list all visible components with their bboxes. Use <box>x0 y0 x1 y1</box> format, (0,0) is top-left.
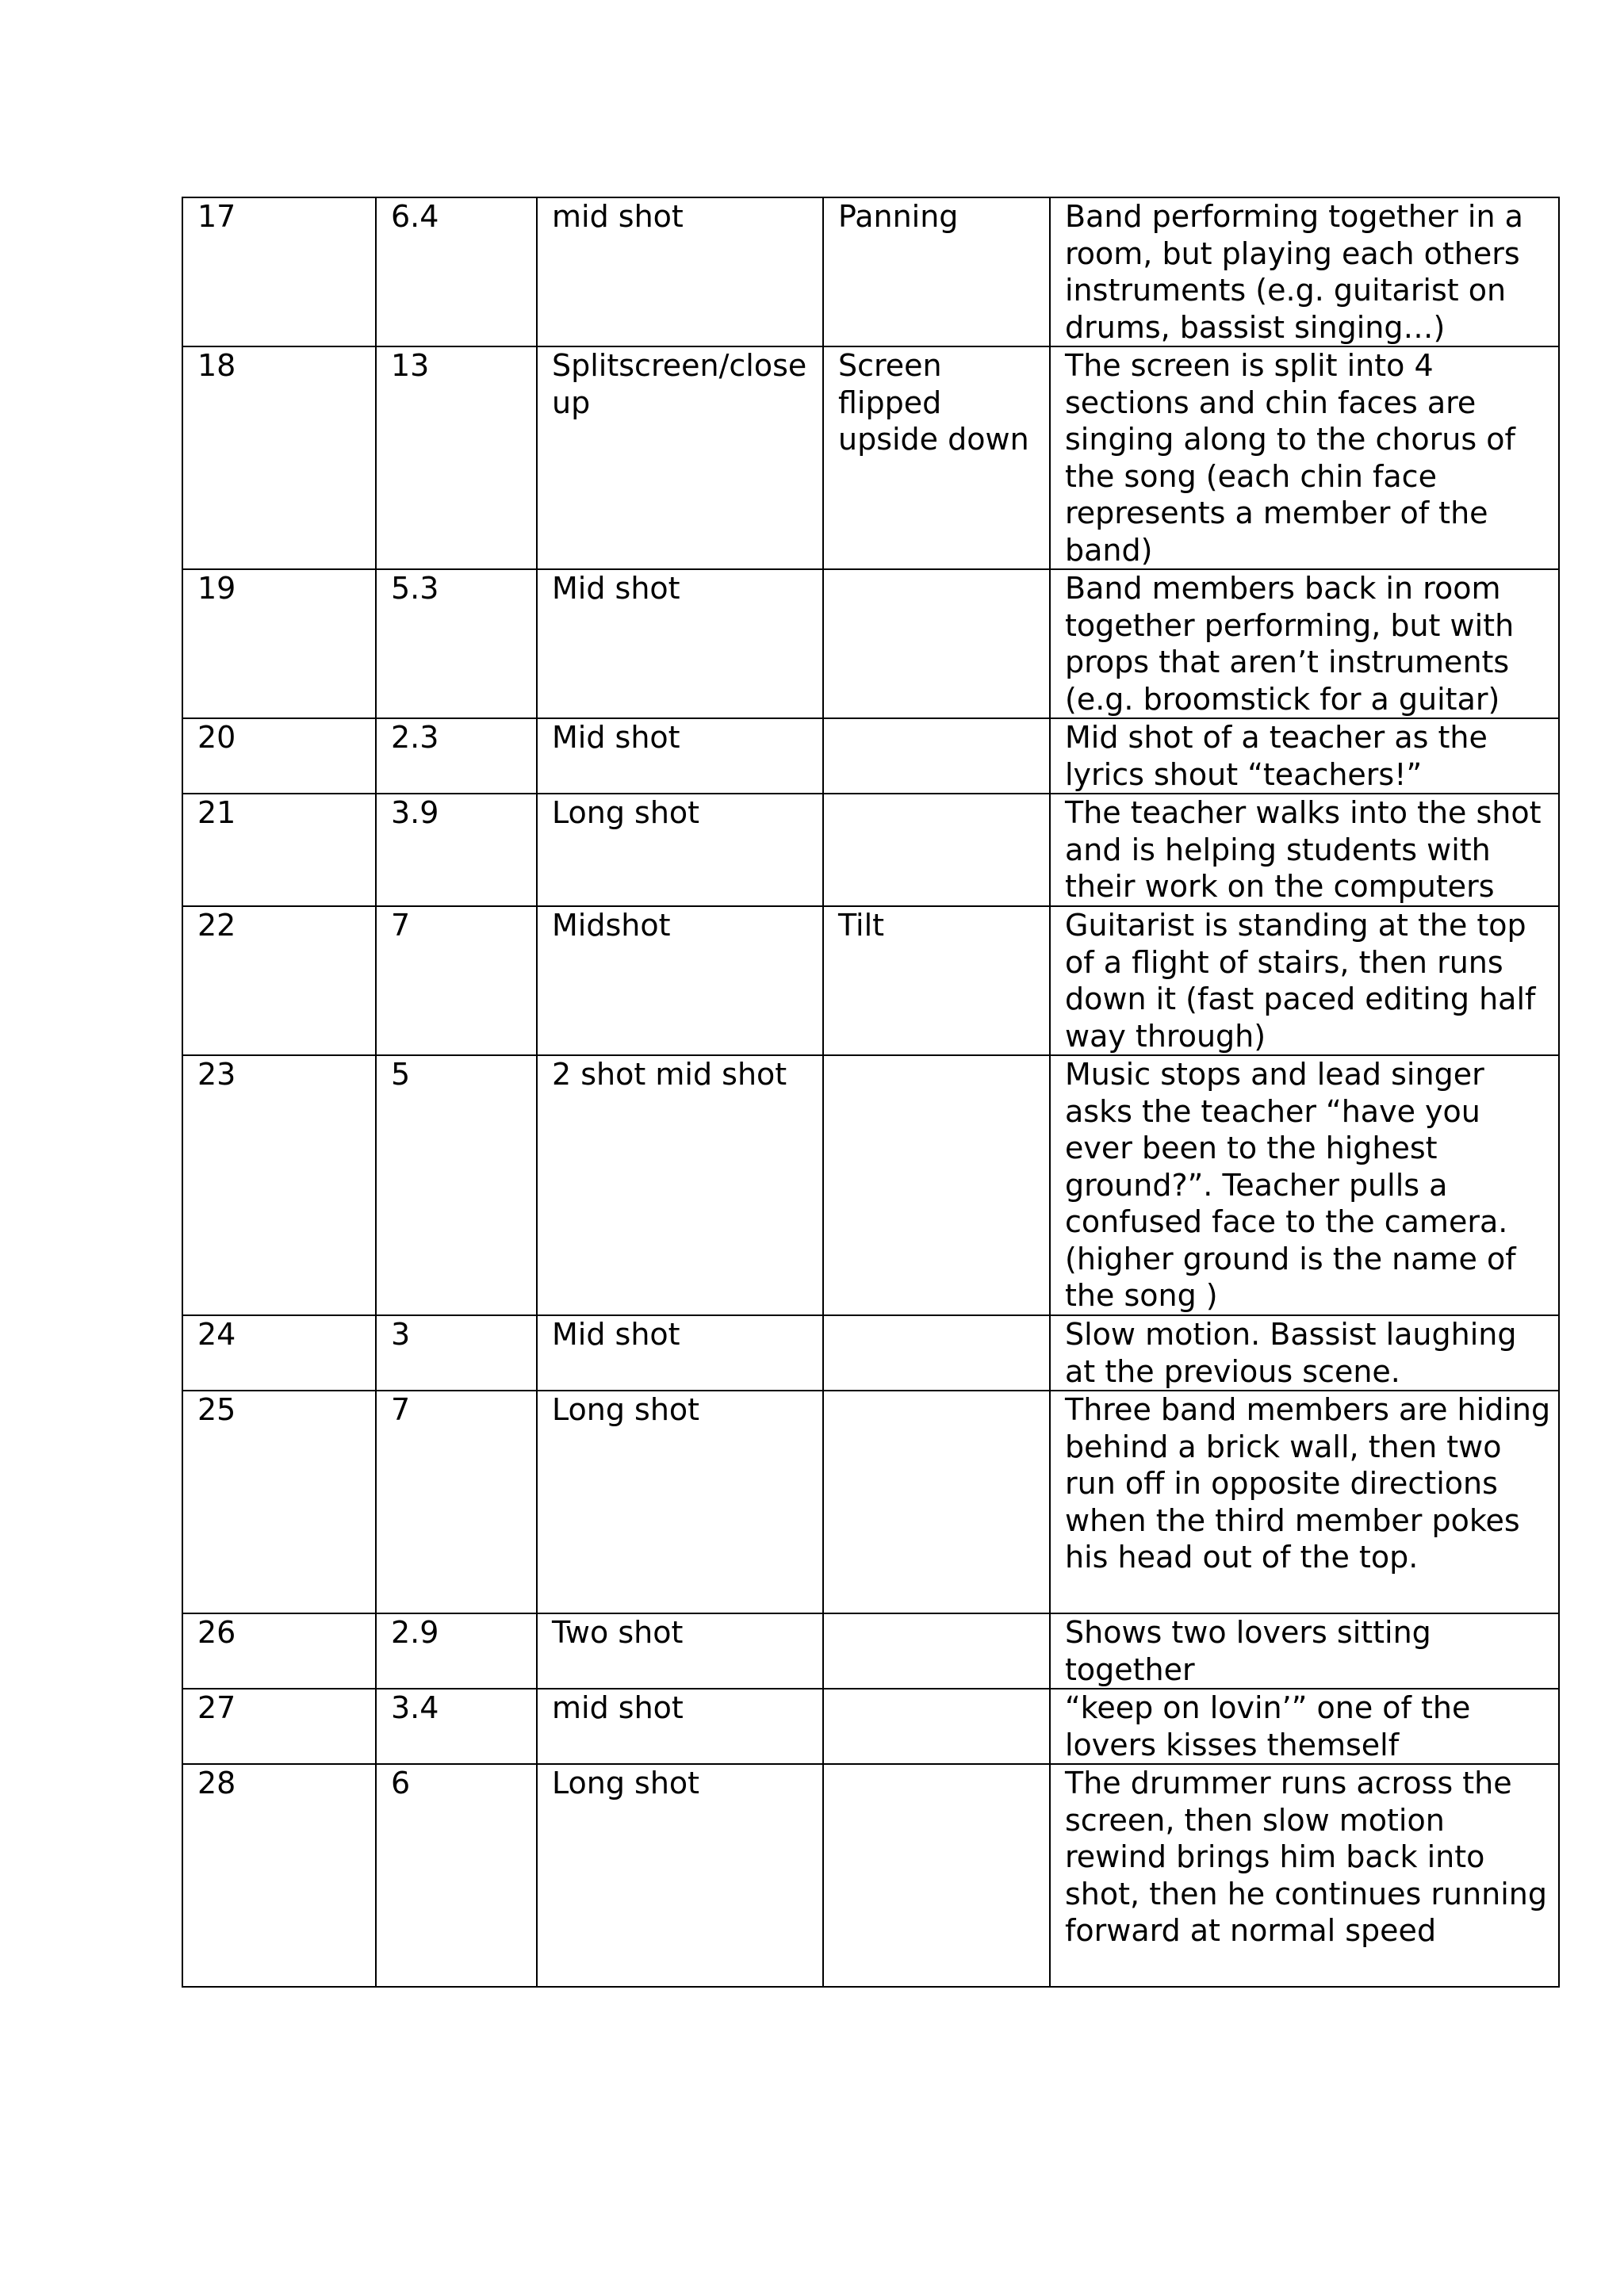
table-row <box>182 1613 1559 1689</box>
description-cell: Slow motion. Bassist laughing at the previous scene. <box>1050 1315 1559 1391</box>
table-row <box>182 1055 1559 1315</box>
camera-movement-cell <box>823 718 1050 794</box>
shot-type-cell: Long shot <box>537 1764 823 1987</box>
duration-cell: 5 <box>376 1055 537 1315</box>
duration-cell: 7 <box>376 1391 537 1613</box>
camera-movement-cell <box>823 1315 1050 1391</box>
shot-type-cell: Splitscreen/close up <box>537 346 823 569</box>
camera-movement-cell <box>823 1055 1050 1315</box>
table-row <box>182 1764 1559 1987</box>
description-cell: Shows two lovers sitting together <box>1050 1613 1559 1689</box>
table-row <box>182 569 1559 718</box>
table-row <box>182 1391 1559 1613</box>
camera-movement-cell <box>823 1613 1050 1689</box>
duration-cell: 2.9 <box>376 1613 537 1689</box>
shot-number-cell: 19 <box>182 569 376 718</box>
description-cell: The drummer runs across the screen, then slow motion rewind brings him back into shot, then he continues running forward at normal speed <box>1050 1764 1559 1987</box>
description-cell: “keep on lovin’” one of the lovers kisses themself <box>1050 1689 1559 1764</box>
shot-number-cell: 20 <box>182 718 376 794</box>
description-cell: Guitarist is standing at the top of a flight of stairs, then runs down it (fast paced editing half way through) <box>1050 906 1559 1055</box>
table-row <box>182 794 1559 906</box>
camera-movement-cell <box>823 1391 1050 1613</box>
camera-movement-cell <box>823 1764 1050 1987</box>
shot-number-cell: 26 <box>182 1613 376 1689</box>
shot-number-cell: 27 <box>182 1689 376 1764</box>
shot-type-cell: mid shot <box>537 197 823 346</box>
shot-type-cell: Two shot <box>537 1613 823 1689</box>
camera-movement-cell <box>823 569 1050 718</box>
shot-number-cell: 25 <box>182 1391 376 1613</box>
duration-cell: 2.3 <box>376 718 537 794</box>
camera-movement-cell: Panning <box>823 197 1050 346</box>
shot-type-cell: Long shot <box>537 794 823 906</box>
shot-type-cell: Mid shot <box>537 718 823 794</box>
shot-type-cell: Mid shot <box>537 1315 823 1391</box>
duration-cell: 6.4 <box>376 197 537 346</box>
shot-number-cell: 21 <box>182 794 376 906</box>
description-cell: Three band members are hiding behind a brick wall, then two run off in opposite directions when the third member pokes his head out of the top. <box>1050 1391 1559 1613</box>
description-cell: Music stops and lead singer asks the teacher “have you ever been to the highest ground?”. Teacher pulls a confused face to the camera. (higher ground is the name of the song ) <box>1050 1055 1559 1315</box>
description-cell: The screen is split into 4 sections and chin faces are singing along to the chorus of the song (each chin face represents a member of the band) <box>1050 346 1559 569</box>
duration-cell: 3.4 <box>376 1689 537 1764</box>
table-row <box>182 1315 1559 1391</box>
duration-cell: 3 <box>376 1315 537 1391</box>
table-row <box>182 906 1559 1055</box>
duration-cell: 3.9 <box>376 794 537 906</box>
table-row <box>182 1689 1559 1764</box>
duration-cell: 7 <box>376 906 537 1055</box>
shot-type-cell: Long shot <box>537 1391 823 1613</box>
shot-number-cell: 24 <box>182 1315 376 1391</box>
camera-movement-cell: Screen flipped upside down <box>823 346 1050 569</box>
table-row <box>182 346 1559 569</box>
shot-list-table <box>182 197 1560 1988</box>
shot-number-cell: 28 <box>182 1764 376 1987</box>
camera-movement-cell <box>823 1689 1050 1764</box>
shot-number-cell: 23 <box>182 1055 376 1315</box>
description-cell: Mid shot of a teacher as the lyrics shout “teachers!” <box>1050 718 1559 794</box>
description-cell: Band performing together in a room, but playing each others instruments (e.g. guitarist on drums, bassist singing…) <box>1050 197 1559 346</box>
description-cell: The teacher walks into the shot and is helping students with their work on the computers <box>1050 794 1559 906</box>
shot-type-cell: 2 shot mid shot <box>537 1055 823 1315</box>
camera-movement-cell: Tilt <box>823 906 1050 1055</box>
camera-movement-cell <box>823 794 1050 906</box>
shot-number-cell: 18 <box>182 346 376 569</box>
duration-cell: 13 <box>376 346 537 569</box>
shot-number-cell: 17 <box>182 197 376 346</box>
table-row <box>182 197 1559 346</box>
shot-type-cell: Mid shot <box>537 569 823 718</box>
table-row <box>182 718 1559 794</box>
duration-cell: 5.3 <box>376 569 537 718</box>
description-cell: Band members back in room together performing, but with props that aren’t instruments (e.g. broomstick for a guitar) <box>1050 569 1559 718</box>
shot-number-cell: 22 <box>182 906 376 1055</box>
shot-type-cell: mid shot <box>537 1689 823 1764</box>
duration-cell: 6 <box>376 1764 537 1987</box>
shot-type-cell: Midshot <box>537 906 823 1055</box>
